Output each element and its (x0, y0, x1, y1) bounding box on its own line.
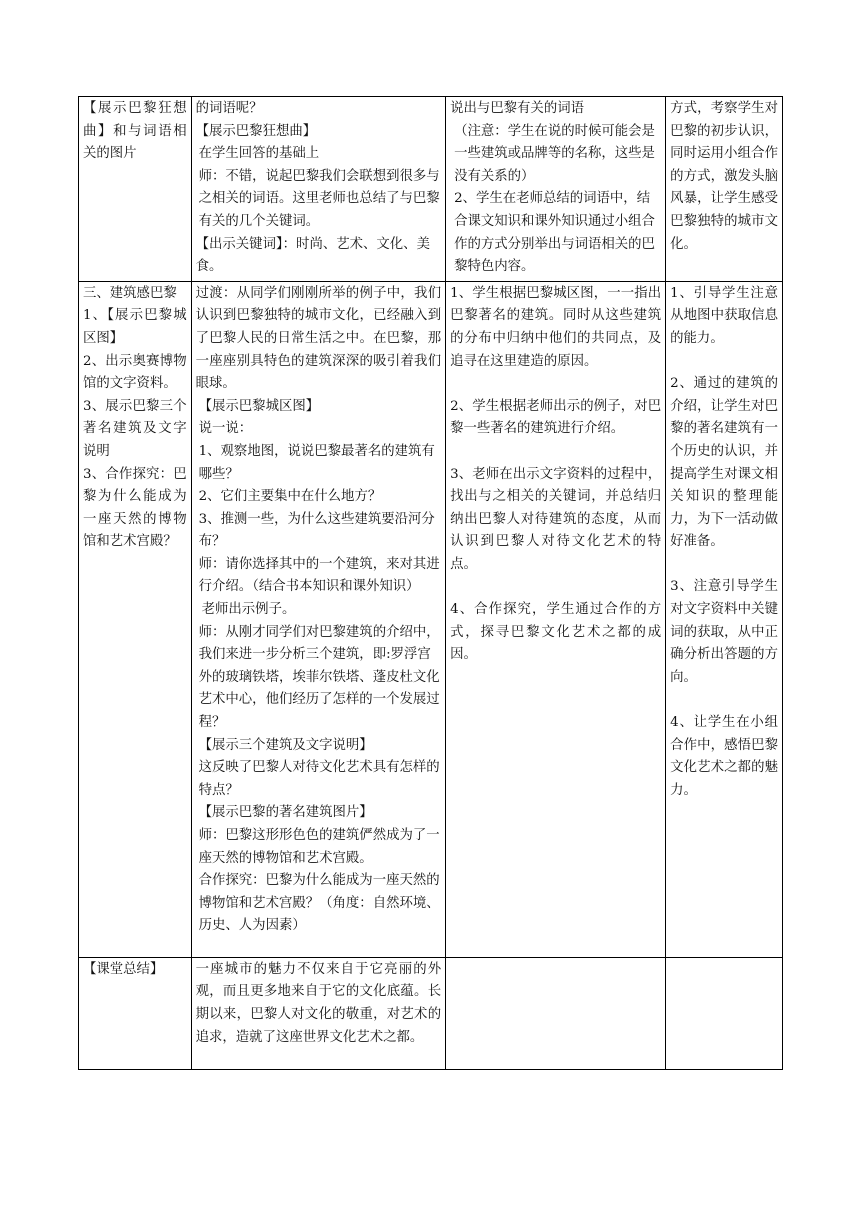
cell-text: 合作探究：巴黎为什么能成为一座天然的博物馆和艺术宫殿？（角度：自然环境、历史、人为因素） (198, 873, 440, 934)
cell-text: 3、注意引导学生对文字资料中关键词的获取，从中正确分析出答题的方向。 (670, 579, 778, 685)
spacer (450, 373, 661, 396)
cell-text: 1、【展示巴黎城区图】 (83, 308, 187, 346)
cell-text: 师：请你选择其中的一个建筑，来对其进行介绍。（结合书本知识和课外知识） (198, 556, 440, 595)
cell-text: 说一说： (198, 421, 253, 437)
cell-text: 4、合作探究，学生通过合作的方式，探寻巴黎文化艺术之都的成因。 (450, 602, 662, 663)
cell-text: 【展示巴黎城区图】 (198, 398, 320, 414)
spacer (670, 351, 778, 374)
cell-text: 3、老师在出示文字资料的过程中，找出与之相关的关键词，并总结归纳出巴黎人对待建筑的态度，从而认识到巴黎人对待文化艺术的特点。 (450, 466, 662, 572)
table-cell-step (79, 97, 192, 282)
spacer (670, 554, 778, 577)
lesson-plan-table (78, 96, 783, 1070)
spacer (670, 689, 778, 712)
cell-text: 【课堂总结】 (83, 961, 164, 977)
cell-text: 【展示巴黎的著名建筑图片】 (198, 805, 373, 821)
cell-text: 师：从刚才同学们对巴黎建筑的介绍中，我们来进一步分析三个建筑，即:罗浮宫外的玻璃铁塔，埃菲尔铁塔、蓬皮杜文化艺术中心，他们经历了怎样的一个发展过程？ (198, 624, 440, 731)
cell-text: 【出示关键词】：时尚、艺术、文化、美食。 (195, 236, 430, 275)
table-cell-purpose (666, 957, 783, 1069)
cell-text: 1、引导学生注意从地图中获取信息的能力。 (670, 285, 778, 346)
cell-text: 2、学生在老师总结的词语中，结合课文知识和课外知识通过小组合作的方式分别举出与词语相关的巴黎特色内容。 (454, 191, 655, 275)
cell-text: 这反映了巴黎人对待文化艺术具有怎样的特点？ (198, 760, 440, 798)
cell-text: 4、让学生在小组合作中，感悟巴黎文化艺术之都的魅力。 (670, 715, 778, 798)
cell-text: 师：巴黎这形形色色的建筑俨然成为了一座天然的博物馆和艺术宫殿。 (198, 828, 440, 866)
cell-text: 2、学生根据老师出示的例子，对巴黎一些著名的建筑进行介绍。 (450, 398, 662, 437)
cell-text: 1、观察地图，说说巴黎最著名的建筑有哪些？ (198, 443, 435, 482)
table-cell-purpose (666, 281, 783, 957)
table-row (79, 281, 783, 957)
cell-text: 老师出示例子。 (201, 602, 296, 618)
spacer (450, 441, 661, 464)
cell-text: 2、出示奥赛博物馆的文字资料。 (83, 353, 187, 392)
table-cell-teacher (191, 957, 445, 1069)
cell-text: 3、推测一些，为什么这些建筑要沿河分布？ (198, 511, 435, 550)
cell-text: 3、展示巴黎三个著名建筑及文字说明 (83, 398, 187, 459)
cell-text: 2、通过的建筑的介绍，让学生对巴黎的著名建筑有一个历史的认识，并提高学生对课文相关知识的整理能力，为下一活动做好准备。 (670, 376, 778, 550)
table-cell-student (446, 281, 666, 957)
table-cell-purpose (666, 97, 783, 282)
cell-text: 三、建筑感巴黎 (83, 285, 177, 301)
cell-text: 过渡：从同学们刚刚所举的例子中，我们认识到巴黎独特的城市文化，已经融入到了巴黎人民的日常生活之中。在巴黎，那一座座别具特色的建筑深深的吸引着我们眼球。 (195, 285, 442, 392)
cell-text: 2、它们主要集中在什么地方？ (198, 489, 382, 505)
cell-text: 【展示巴黎狂想曲】和与词语相关的图片 (83, 101, 187, 162)
cell-text: 1、学生根据巴黎城区图，一一指出巴黎著名的建筑。同时从这些建筑的分布中归纳中他们的共同点，及追寻在这里建造的原因。 (450, 285, 662, 369)
cell-text: 方式，考察学生对巴黎的初步认识，同时运用小组合作的方式，激发头脑风暴，让学生感受巴黎独特的城市文化。 (670, 101, 778, 252)
table-cell-step (79, 281, 192, 957)
table-cell-student (446, 957, 666, 1069)
table-row (79, 957, 783, 1069)
cell-text: 【展示三个建筑及文字说明】 (198, 737, 373, 753)
cell-text: 【展示巴黎狂想曲】 (195, 123, 317, 139)
cell-text: 师：不错，说起巴黎我们会联想到很多与之相关的词语。这里老师也总结了与巴黎有关的几个关键词。 (198, 168, 440, 229)
cell-text: （注意：学生在说的时候可能会是一些建筑或品牌等的名称，这些是没有关系的） (454, 123, 655, 184)
cell-text: 在学生回答的基础上 (198, 146, 320, 162)
cell-text: 的词语呢？ (195, 101, 263, 116)
cell-text: 说出与巴黎有关的词语 (450, 101, 584, 116)
table-cell-teacher (191, 97, 445, 282)
cell-text: 3、合作探究：巴黎为什么能成为一座天然的博物馆和艺术宫殿？ (83, 466, 187, 550)
spacer (450, 576, 661, 599)
table-cell-step (79, 957, 192, 1069)
table-row (79, 97, 783, 282)
cell-text: 一座城市的魅力不仅来自于它亮丽的外观，而且更多地来自于它的文化底蕴。长期以来，巴黎人对文化的敬重，对艺术的追求，造就了这座世界文化艺术之都。 (195, 961, 442, 1045)
table-cell-teacher (191, 281, 445, 957)
table-cell-student (446, 97, 666, 282)
